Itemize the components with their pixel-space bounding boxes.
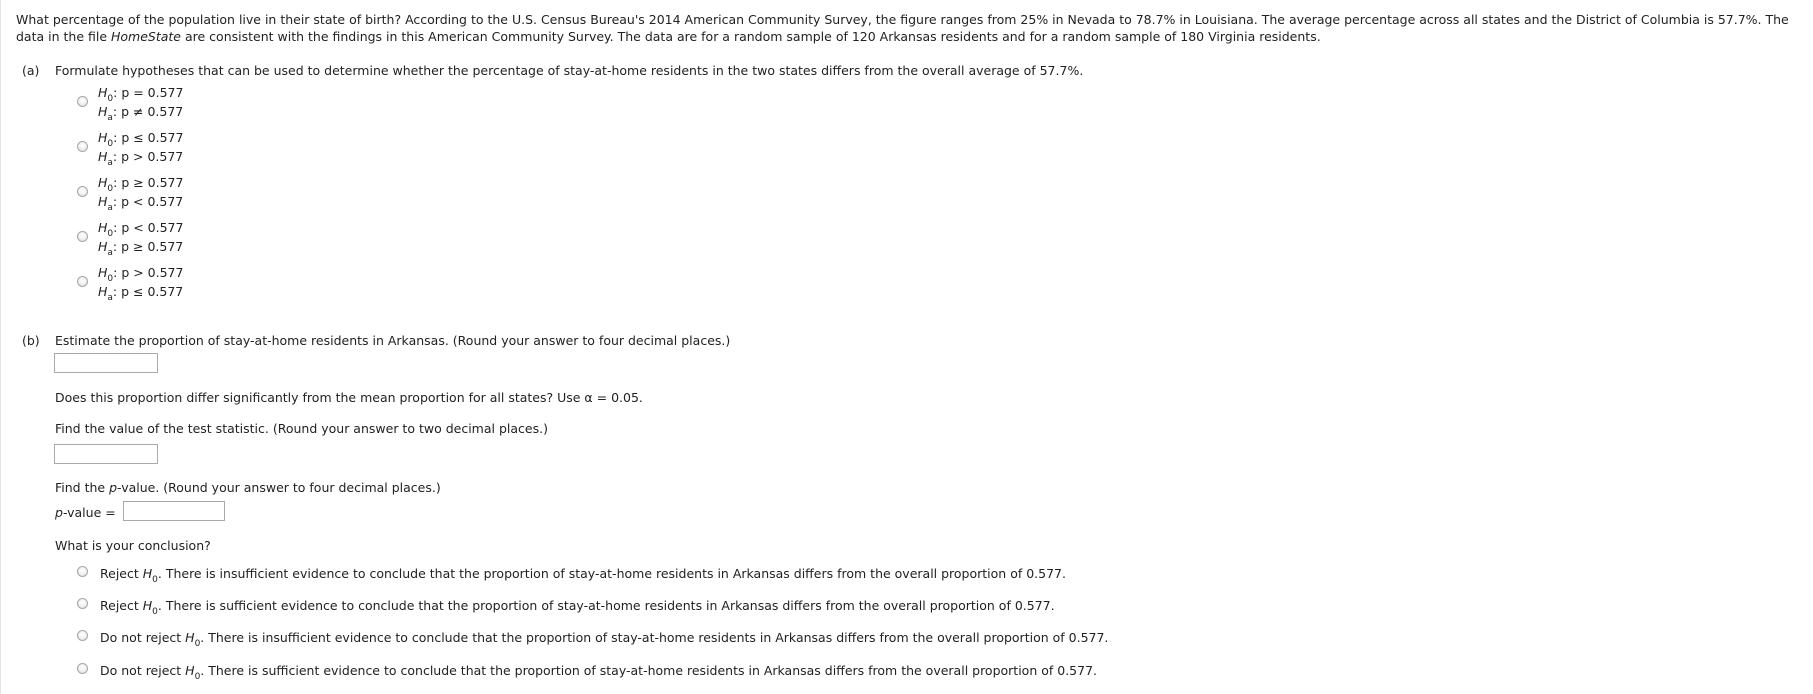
- hypothesis-radio[interactable]: [77, 231, 88, 242]
- intro-text-1: What percentage of the population live in their state of birth? According to the U.S. Census Bureau's 2014 American Community Survey, the figure ranges from 25% in Nevada to 78.7% in Louisiana. The average percentage across all states and the District of Columbia is 57.7%. The data in the file: [16, 12, 1789, 44]
- conclusion-question: What is your conclusion?: [55, 538, 211, 553]
- ha-line: $H_a$: p ≥ 0.577: [98, 239, 184, 258]
- h0-line: $H_0$: p = 0.577: [98, 85, 184, 104]
- h0-line: $H_0$: p ≤ 0.577: [98, 130, 184, 149]
- problem-intro: [16, 11, 1806, 45]
- conclusion-text: Do not reject $H_0$. There is insufficient evidence to conclude that the proportion of stay-at-home residents in Arkansas differs from the overall proportion of 0.577.: [100, 630, 1109, 649]
- intro-text-2: are consistent with the findings in this American Community Survey. The data are for a random sample of 120 Arkansas residents and for a random sample of 180 Virginia residents.: [181, 29, 1321, 44]
- hypothesis-radio[interactable]: [77, 276, 88, 287]
- differ-question: Does this proportion differ significantly from the mean proportion for all states? Use α = 0.05.: [55, 390, 643, 405]
- ha-line: $H_a$: p ≠ 0.577: [98, 104, 184, 123]
- conclusion-text: Reject $H_0$. There is sufficient evidence to conclude that the proportion of stay-at-home residents in Arkansas differs from the overall proportion of 0.577.: [100, 598, 1055, 617]
- intro-file-name: HomeState: [111, 29, 182, 44]
- proportion-input[interactable]: [54, 353, 158, 373]
- p-value-label: p-value =: [55, 505, 116, 520]
- hypothesis-radio[interactable]: [77, 96, 88, 107]
- part-a-question: Formulate hypotheses that can be used to determine whether the percentage of stay-at-home residents in the two states differs from the overall average of 57.7%.: [55, 63, 1084, 78]
- ha-line: $H_a$: p > 0.577: [98, 149, 184, 168]
- part-a-label: (a): [22, 63, 40, 78]
- conclusion-radio[interactable]: [77, 598, 88, 609]
- ha-line: $H_a$: p < 0.577: [98, 194, 184, 213]
- test-statistic-question: Find the value of the test statistic. (Round your answer to two decimal places.): [55, 421, 548, 436]
- h0-line: $H_0$: p > 0.577: [98, 265, 184, 284]
- conclusion-radio[interactable]: [77, 663, 88, 674]
- part-b-label: (b): [22, 333, 40, 348]
- p-value-question: Find the p-value. (Round your answer to four decimal places.): [55, 480, 441, 495]
- ha-line: $H_a$: p ≤ 0.577: [98, 284, 184, 303]
- hypothesis-radio[interactable]: [77, 186, 88, 197]
- p-value-input[interactable]: [123, 501, 225, 521]
- conclusion-radio[interactable]: [77, 566, 88, 577]
- conclusion-text: Reject $H_0$. There is insufficient evidence to conclude that the proportion of stay-at-home residents in Arkansas differs from the overall proportion of 0.577.: [100, 566, 1066, 585]
- conclusion-text: Do not reject $H_0$. There is sufficient evidence to conclude that the proportion of stay-at-home residents in Arkansas differs from the overall proportion of 0.577.: [100, 663, 1098, 682]
- test-statistic-input[interactable]: [54, 444, 158, 464]
- h0-line: $H_0$: p < 0.577: [98, 220, 184, 239]
- part-b-question: Estimate the proportion of stay-at-home residents in Arkansas. (Round your answer to four decimal places.): [55, 333, 731, 348]
- left-border: [0, 0, 1, 694]
- hypothesis-radio[interactable]: [77, 141, 88, 152]
- h0-line: $H_0$: p ≥ 0.577: [98, 175, 184, 194]
- conclusion-radio[interactable]: [77, 630, 88, 641]
